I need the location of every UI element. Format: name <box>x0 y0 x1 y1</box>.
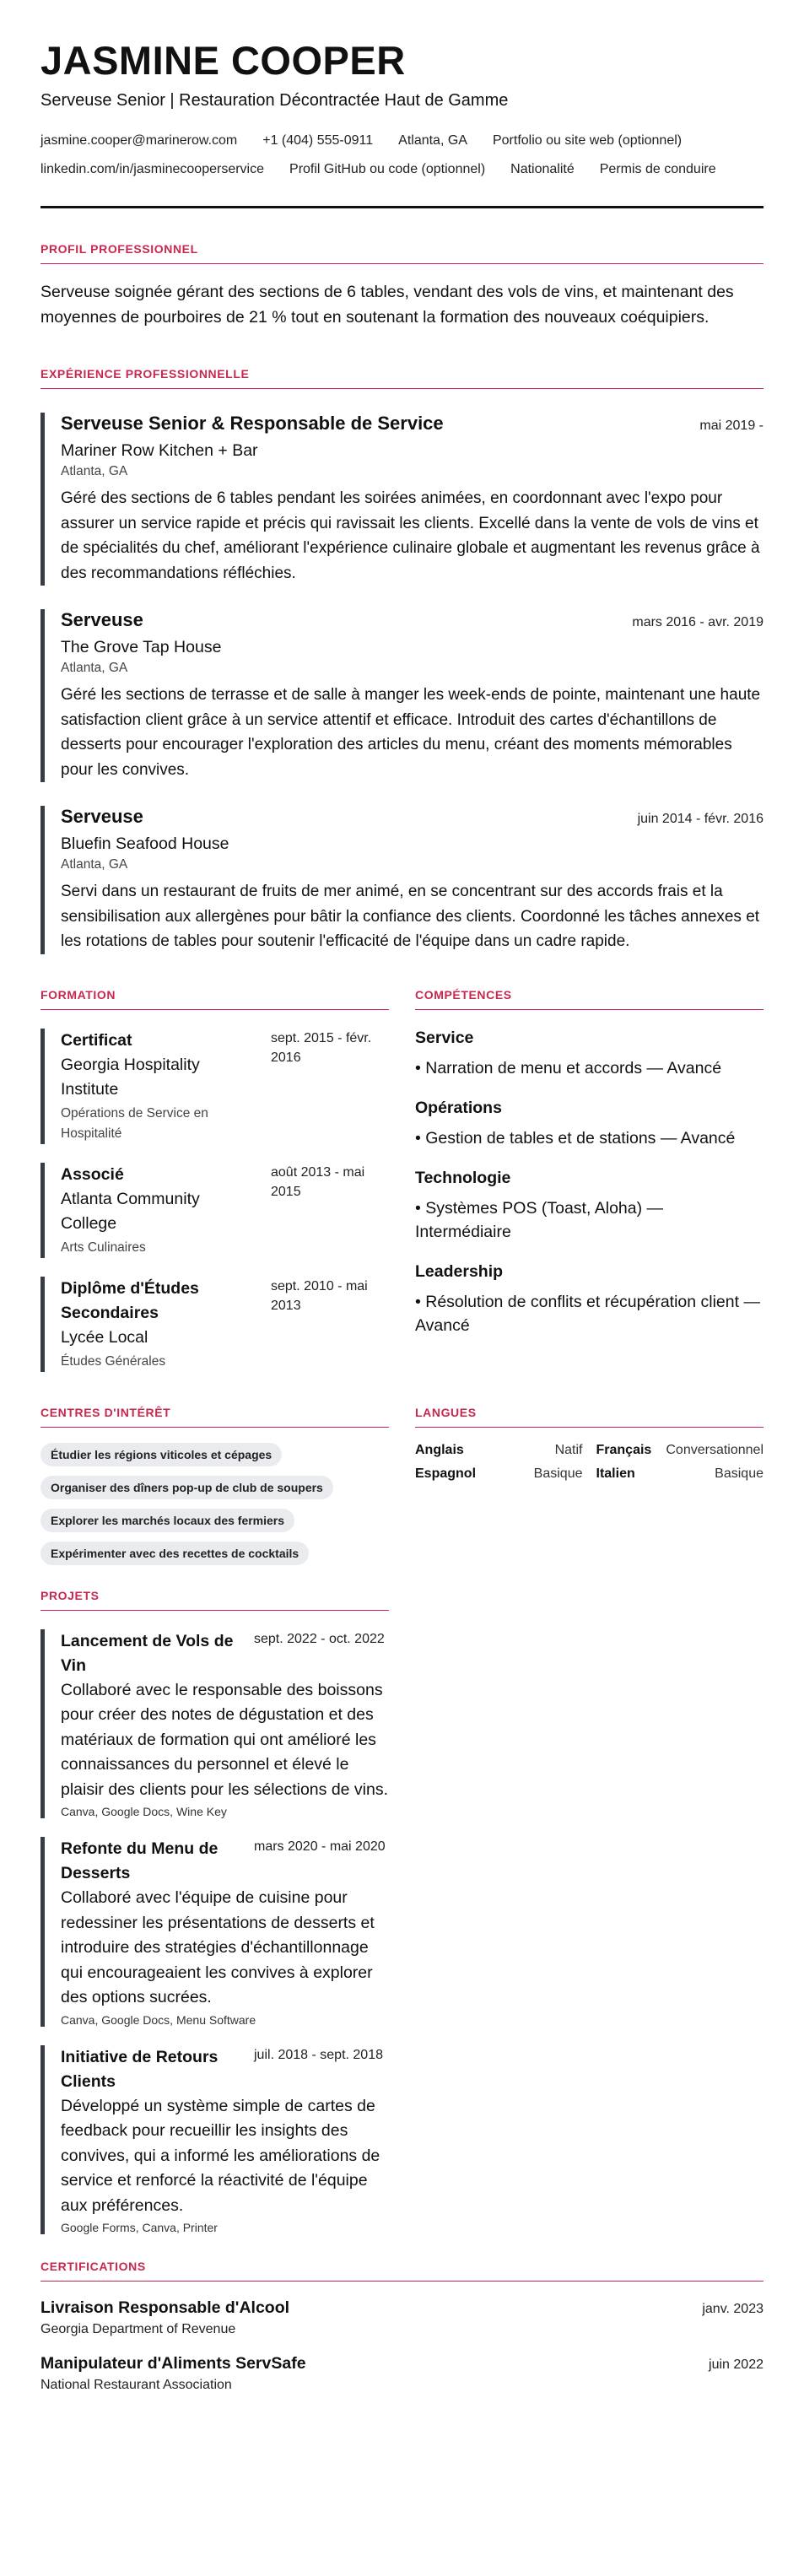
education-column <box>40 954 389 1372</box>
section-title-summary: PROFIL PROFESSIONNEL <box>40 242 764 264</box>
education-degree: Associé <box>61 1164 124 1184</box>
section-title-skills: COMPÉTENCES <box>415 988 764 1010</box>
language-item <box>596 1466 764 1482</box>
interest-chip: Organiser des dîners pop-up de club de soupers <box>40 1476 333 1499</box>
certification-title: Livraison Responsable d'Alcool <box>40 2298 290 2317</box>
language-item <box>415 1466 583 1482</box>
interest-chip: Étudier les régions viticoles et cépages <box>40 1443 282 1466</box>
summary-text: Serveuse soignée gérant des sections de 6 tables, vendant des vols de vins, et maintenant des moyennes de pourboires de 21 % tout en soutenant la formation des nouveaux coéquipiers. <box>40 283 734 327</box>
experience-item <box>40 609 764 782</box>
language-level: Conversationnel <box>666 1442 764 1457</box>
education-school: Lycée Local <box>61 1327 148 1347</box>
project-dates: sept. 2022 - oct. 2022 <box>254 1631 385 1646</box>
interest-chip: Explorer les marchés locaux des fermiers <box>40 1509 294 1532</box>
project-description: Collaboré avec le responsable des boissons pour créer des notes de dégustation et des matériaux de formation qui ont amélioré les connaissances du personnel et élevé le plaisir des clients pour les sélections de vins. <box>61 1680 389 1799</box>
project-tools: Google Forms, Canva, Printer <box>61 2221 218 2234</box>
contact-list <box>40 127 764 184</box>
header-divider <box>40 206 764 208</box>
section-title-languages: LANGUES <box>415 1406 764 1428</box>
project-tools: Canva, Google Docs, Menu Software <box>61 2012 256 2027</box>
project-item <box>40 1629 389 1819</box>
language-grid <box>415 1443 764 1482</box>
project-dates: mars 2020 - mai 2020 <box>254 1839 386 1854</box>
language-item <box>596 1443 764 1458</box>
project-description: Collaboré avec l'équipe de cuisine pour redessiner les présentations de desserts et introduire des stratégies d'échantillonnage qui encourageaient les convives à explorer des options sucrées. <box>61 1888 375 2006</box>
contact-license: Permis de conduire <box>599 162 716 176</box>
language-name: Anglais <box>415 1442 464 1457</box>
skill-group <box>415 1099 764 1150</box>
experience-location: Atlanta, GA <box>61 464 128 478</box>
experience-dates: juin 2014 - févr. 2016 <box>637 812 764 826</box>
education-school: Georgia Hospitality Institute <box>61 1055 200 1099</box>
skill-category: Opérations <box>415 1098 502 1117</box>
project-item <box>40 2045 389 2235</box>
project-title: Refonte du Menu de Desserts <box>61 1839 219 1882</box>
experience-item <box>40 413 764 586</box>
education-skills-row <box>40 954 764 1372</box>
certification-issuer: National Restaurant Association <box>40 2378 232 2392</box>
experience-role: Serveuse <box>61 609 143 630</box>
skill-category: Technologie <box>415 1168 511 1187</box>
skill-group <box>415 1169 764 1244</box>
section-title-certifications: CERTIFICATIONS <box>40 2260 764 2282</box>
language-name: Espagnol <box>415 1466 477 1481</box>
education-item <box>40 1277 389 1372</box>
skill-item: • Narration de menu et accords — Avancé <box>415 1058 722 1077</box>
certification-item <box>40 2354 764 2393</box>
education-field: Études Générales <box>61 1353 166 1369</box>
experience-company: Mariner Row Kitchen + Bar <box>61 441 258 460</box>
project-item <box>40 1837 389 2027</box>
skill-item: • Résolution de conflits et récupération client — Avancé <box>415 1292 760 1335</box>
experience-role: Serveuse <box>61 806 143 827</box>
education-dates: sept. 2015 - févr. 2016 <box>271 1030 372 1065</box>
section-title-projects: PROJETS <box>40 1589 389 1611</box>
candidate-name: JASMINE COOPER <box>40 38 406 83</box>
contact-location: Atlanta, GA <box>398 133 467 148</box>
project-dates: juil. 2018 - sept. 2018 <box>254 2047 383 2062</box>
interests-languages-row <box>40 1372 764 2235</box>
education-degree: Certificat <box>61 1030 132 1050</box>
education-field: Arts Culinaires <box>61 1239 146 1255</box>
section-title-experience: EXPÉRIENCE PROFESSIONNELLE <box>40 367 764 389</box>
education-field: Opérations de Service en Hospitalité <box>61 1105 208 1141</box>
skills-column <box>415 954 764 1372</box>
section-title-education: FORMATION <box>40 988 389 1010</box>
certification-item <box>40 2298 764 2337</box>
contact-github[interactable]: Profil GitHub ou code (optionnel) <box>289 162 486 176</box>
experience-description: Géré des sections de 6 tables pendant les soirées animées, en coordonnant avec l'expo pour assurer un service rapide et précis qui ravissait les clients. Excellé dans la vente de vols de vins et de spécialités du chef, améliorant l'expérience culinaire globale et augmentant les revenus grâce à des recommandations réfléchies. <box>61 489 760 582</box>
education-item <box>40 1163 389 1258</box>
education-degree: Diplôme d'Études Secondaires <box>61 1278 199 1322</box>
skill-category: Service <box>415 1028 474 1047</box>
skill-group <box>415 1262 764 1337</box>
resume-header <box>40 37 764 208</box>
contact-email[interactable]: jasmine.cooper@marinerow.com <box>40 133 238 148</box>
interest-chip: Expérimenter avec des recettes de cocktails <box>40 1542 309 1565</box>
education-dates: août 2013 - mai 2015 <box>271 1164 365 1199</box>
contact-phone[interactable]: +1 (404) 555-0911 <box>262 133 374 148</box>
experience-dates: mars 2016 - avr. 2019 <box>632 615 764 629</box>
experience-company: The Grove Tap House <box>61 638 222 656</box>
education-school: Atlanta Community College <box>61 1189 200 1233</box>
experience-role: Serveuse Senior & Responsable de Service <box>61 413 444 434</box>
education-dates: sept. 2010 - mai 2013 <box>271 1278 368 1313</box>
skill-group <box>415 1029 764 1080</box>
certification-title: Manipulateur d'Aliments ServSafe <box>40 2354 306 2373</box>
contact-portfolio[interactable]: Portfolio ou site web (optionnel) <box>492 133 683 148</box>
project-tools: Canva, Google Docs, Wine Key <box>61 1805 227 1818</box>
language-item <box>415 1443 583 1458</box>
skill-category: Leadership <box>415 1261 504 1281</box>
project-description: Développé un système simple de cartes de feedback pour recueillir les insights des convives, qui a informé les améliorations de service et renforcé la réactivité de l'équipe aux préférences. <box>61 2096 380 2215</box>
experience-location: Atlanta, GA <box>61 857 128 872</box>
experience-company: Bluefin Seafood House <box>61 834 229 853</box>
interests-column <box>40 1372 389 2235</box>
certification-date: juin 2022 <box>709 2357 764 2372</box>
interest-chips <box>40 1443 389 1565</box>
project-title: Initiative de Retours Clients <box>61 2047 219 2091</box>
candidate-headline: Serveuse Senior | Restauration Décontractée Haut de Gamme <box>40 91 509 110</box>
languages-column <box>415 1372 764 2235</box>
language-level: Basique <box>715 1466 764 1481</box>
certification-issuer: Georgia Department of Revenue <box>40 2322 236 2336</box>
language-level: Basique <box>533 1466 583 1481</box>
experience-dates: mai 2019 - <box>699 419 764 433</box>
section-title-interests: CENTRES D'INTÉRÊT <box>40 1406 389 1428</box>
language-name: Italien <box>596 1466 635 1481</box>
education-item <box>40 1029 389 1144</box>
experience-description: Servi dans un restaurant de fruits de mer animé, en se concentrant sur des accords frais et la sensibilisation aux allergènes pour bâtir la confiance des clients. Coordonné les tâches annexes et les rotations de tables pour soutenir l'efficacité de l'équipe dans un cadre rapide. <box>61 883 760 950</box>
certification-date: janv. 2023 <box>702 2302 764 2316</box>
experience-item <box>40 806 764 954</box>
contact-linkedin[interactable]: linkedin.com/in/jasminecooperservice <box>40 162 265 176</box>
language-name: Français <box>596 1442 652 1457</box>
skill-item: • Systèmes POS (Toast, Aloha) — Intermédiaire <box>415 1198 664 1241</box>
contact-nationality: Nationalité <box>510 162 575 176</box>
language-level: Natif <box>554 1442 583 1457</box>
project-title: Lancement de Vols de Vin <box>61 1631 234 1675</box>
skill-item: • Gestion de tables et de stations — Avancé <box>415 1128 736 1148</box>
experience-location: Atlanta, GA <box>61 661 128 675</box>
experience-description: Géré les sections de terrasse et de salle à manger les week-ends de pointe, maintenant une haute satisfaction client grâce à un service attentif et efficace. Introduit des cartes d'échantillons de desserts pour encourager l'exploration des articles du menu, créant des moments mémorables pour les convives. <box>61 686 761 779</box>
